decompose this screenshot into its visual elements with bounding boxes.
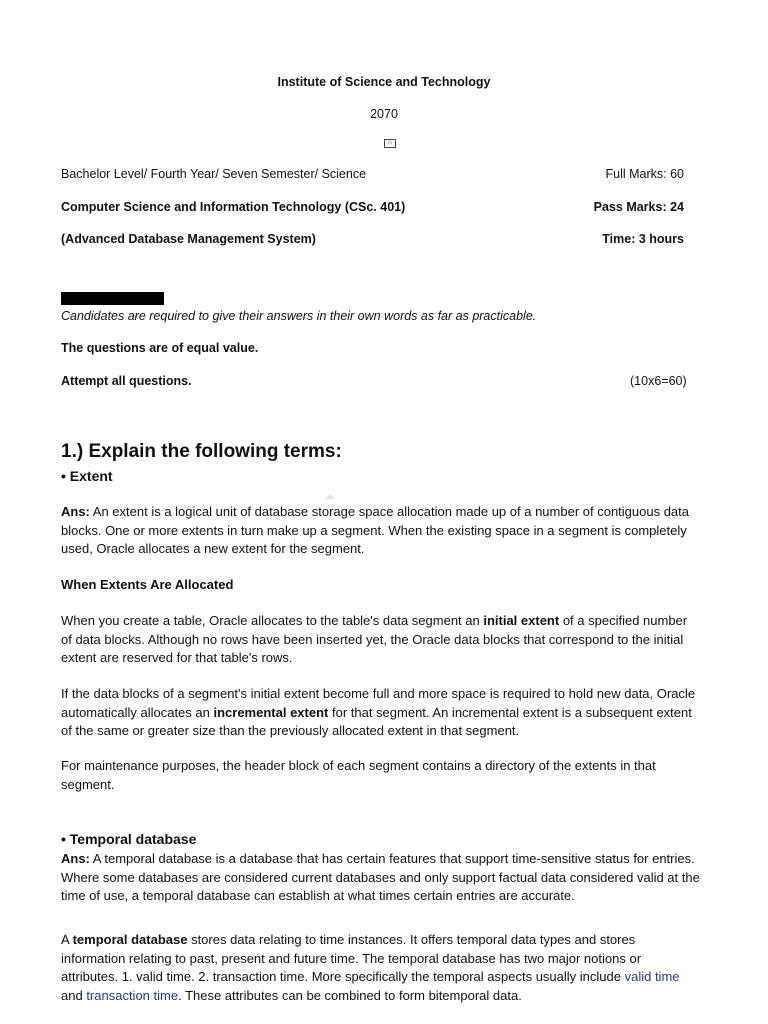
- tp2-text-d: and: [61, 987, 87, 1003]
- extent-paragraph-2: [61, 685, 701, 741]
- p2-text-a: If the data blocks of a segment's initial extent become full and more space is required to hold new data, Oracle automatically allocates an: [61, 686, 696, 720]
- extent-paragraph-1: [61, 612, 701, 668]
- tp2-text-a: A: [61, 932, 73, 947]
- course-text: Computer Science and Information Technology (CSc. 401): [61, 200, 406, 214]
- small-box-icon: ▭: [384, 139, 396, 148]
- temporal-ans-label: Ans:: [61, 851, 90, 866]
- incremental-extent-term: incremental extent: [213, 704, 329, 720]
- temporal-heading: • Temporal database: [61, 831, 197, 847]
- meta-row-level: [61, 167, 684, 181]
- initial-extent-term: initial extent: [483, 613, 560, 628]
- extent-answer-text: An extent is a logical unit of database storage space allocation made up of a number of contiguous data blocks. One or more extents in turn make up a segment. When the existing space in a segment is completely used, Oracle allocates a new extent for the segment.: [61, 504, 690, 556]
- temporal-answer-text: A temporal database is a database that has certain features that support time-sensitive status for entries. Where some databases are considered current databases and only support factual data considered valid at the time of use, a temporal database can establish at what times certain entries are accurate.: [61, 851, 700, 903]
- level-text: Bachelor Level/ Fourth Year/ Seven Semester/ Science: [61, 167, 367, 181]
- p1-text-c: of a specified number of data blocks. Although no rows have been inserted yet, the Oracle data blocks that correspond to the initial extent are reserved for that table's rows.: [61, 613, 688, 665]
- exam-year: 2070: [370, 107, 398, 121]
- when-extents-heading: When Extents Are Allocated: [61, 577, 234, 592]
- redaction-bar: [61, 292, 164, 305]
- temporal-paragraph-2: [61, 931, 701, 1005]
- transaction-time-link[interactable]: transaction time: [86, 987, 179, 1003]
- pass-marks: Pass Marks: 24: [593, 200, 684, 214]
- temporal-answer: [61, 850, 701, 906]
- valid-time-link[interactable]: valid time: [624, 969, 680, 984]
- tp2-text-e: . These attributes can be combined to form bitemporal data.: [178, 987, 522, 1003]
- total-marks: (10x6=60): [630, 374, 687, 388]
- temporal-database-term: temporal database: [72, 932, 188, 947]
- extent-heading: • Extent: [61, 468, 113, 484]
- meta-row-course: [61, 200, 684, 214]
- p2-text-c: for that segment. An incremental extent is a subsequent extent of the same or greater size than the previously allocated extent in that segment.: [61, 704, 692, 738]
- p1-text-a: When you create a table, Oracle allocates to the table's data segment an: [61, 613, 484, 628]
- candidates-instruction: Candidates are required to give their answers in their own words as far as practicable.: [61, 309, 537, 323]
- tp2-text-c: stores data relating to time instances. It offers temporal data types and stores information relating to past, present and future time. The temporal database has two major notions or attributes. 1. valid time. 2. transaction time. More specifically the temporal aspects usually include: [61, 932, 642, 984]
- question-1-title: 1.) Explain the following terms:: [61, 441, 342, 462]
- attempt-instruction: Attempt all questions.: [61, 374, 192, 388]
- meta-row-subject: [61, 232, 684, 246]
- extent-answer: [61, 503, 701, 559]
- equal-value-instruction: The questions are of equal value.: [61, 341, 259, 355]
- ans-label: Ans:: [61, 504, 90, 519]
- time-text: Time: 3 hours: [602, 232, 684, 246]
- subject-text: (Advanced Database Management System): [61, 232, 316, 246]
- extent-paragraph-3: For maintenance purposes, the header block of each segment contains a directory of the extents in that segment.: [61, 758, 656, 792]
- full-marks: Full Marks: 60: [605, 167, 684, 181]
- caret-up-icon: [325, 494, 335, 499]
- institute-title: Institute of Science and Technology: [277, 75, 491, 89]
